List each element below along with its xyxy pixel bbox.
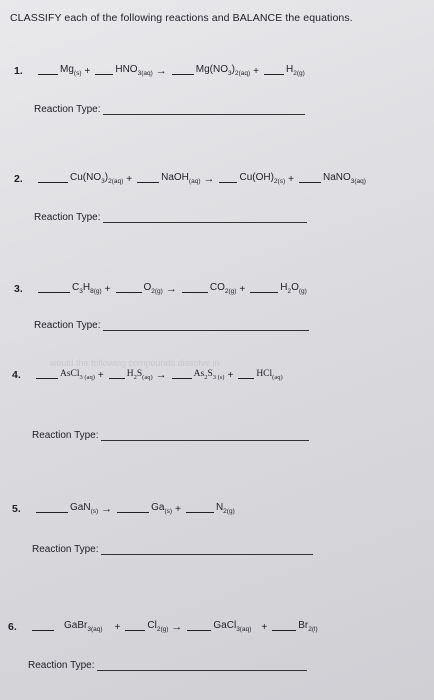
coefficient-blank[interactable] bbox=[172, 64, 194, 75]
bleed-through-text: would the following compounds dissolve in bbox=[50, 358, 220, 368]
reaction-type-2: Reaction Type: bbox=[34, 212, 307, 223]
chem-term: $Cu(OH)_{2(s)}$ bbox=[239, 172, 286, 185]
chem-term: $CO_{2(g)}$ bbox=[209, 282, 237, 295]
chem-term: $O_{2(g)}$ bbox=[143, 282, 163, 295]
arrow-icon: → bbox=[171, 621, 183, 633]
coefficient-blank[interactable] bbox=[95, 64, 113, 75]
coefficient-blank[interactable] bbox=[117, 502, 149, 513]
arrow-icon: → bbox=[155, 369, 167, 381]
arrow-icon: → bbox=[203, 173, 215, 185]
chem-term: $Mg(NO_3)_{2(aq)}$ bbox=[195, 64, 251, 77]
reaction-type-3: Reaction Type: bbox=[34, 320, 309, 331]
coefficient-blank[interactable] bbox=[238, 368, 254, 379]
chem-term: NaNO$_{3(aq)}$ bbox=[322, 172, 366, 185]
worksheet-header: CLASSIFY each of the following reactions and BALANCE the equations. bbox=[10, 12, 353, 24]
equation-number: 1. bbox=[14, 65, 23, 77]
reaction-type-field[interactable] bbox=[103, 212, 307, 223]
coefficient-blank[interactable] bbox=[109, 368, 125, 379]
arrow-icon: → bbox=[165, 283, 177, 295]
chem-term: $Cl_{2(g)}$ bbox=[147, 620, 169, 633]
chem-term: $HNO_{3(aq)}$ bbox=[115, 64, 153, 77]
chem-term: $N_{2(g)}$ bbox=[215, 502, 235, 515]
equation-4: 4. AsCl$_{3 (aq)}$ + $H_2S_{(aq)}$ → $As_2S_{3 (s)}$ + HCl$_{(aq)}$ bbox=[12, 369, 283, 381]
reaction-type-1: Reaction Type: bbox=[34, 104, 305, 115]
arrow-icon: → bbox=[155, 65, 167, 77]
coefficient-blank[interactable] bbox=[272, 620, 296, 631]
chem-term: $Cu(NO_3)_{2(aq)}$ bbox=[70, 172, 124, 185]
arrow-icon: → bbox=[101, 503, 113, 515]
coefficient-blank[interactable] bbox=[125, 620, 145, 631]
reaction-type-field[interactable] bbox=[101, 430, 309, 441]
reaction-type-field[interactable] bbox=[103, 104, 305, 115]
coefficient-blank[interactable] bbox=[186, 502, 214, 513]
equation-number: 2. bbox=[14, 173, 23, 185]
chem-term: NaOH$_{(aq)}$ bbox=[161, 172, 201, 185]
chem-term: $C_3H_{8(g)}$ bbox=[72, 282, 102, 295]
equation-3: 3. $C_3H_{8(g)}$ + $O_{2(g)}$ → $CO_{2(g)}$ + $H_2O_{(g)}$ bbox=[14, 282, 307, 295]
coefficient-blank[interactable] bbox=[116, 282, 142, 293]
coefficient-blank[interactable] bbox=[219, 172, 237, 183]
chem-term: $Br_{2(l)}$ bbox=[298, 620, 318, 633]
chem-term: GaBr$_{3(aq)}$ bbox=[64, 620, 103, 633]
coefficient-blank[interactable] bbox=[38, 172, 68, 183]
equation-number: 4. bbox=[12, 369, 21, 381]
reaction-type-field[interactable] bbox=[103, 320, 309, 331]
chem-term: GaN$_{(s)}$ bbox=[70, 502, 99, 515]
coefficient-blank[interactable] bbox=[250, 282, 278, 293]
chem-term: HCl$_{(aq)}$ bbox=[256, 369, 283, 381]
reaction-type-4: Reaction Type: bbox=[32, 430, 309, 441]
reaction-type-6: Reaction Type: bbox=[28, 660, 307, 671]
coefficient-blank[interactable] bbox=[36, 502, 68, 513]
equation-number: 6. bbox=[8, 621, 17, 633]
chem-term: $Ga_{(s)}$ bbox=[151, 502, 173, 515]
coefficient-blank[interactable] bbox=[172, 368, 192, 379]
reaction-type-field[interactable] bbox=[97, 660, 307, 671]
equation-1: 1. $Mg_{(s)}$ + $HNO_{3(aq)}$ → $Mg(NO_3)_{2(aq)}$ + $H_{2(g)}$ bbox=[14, 64, 305, 77]
equation-6: 6. GaBr$_{3(aq)}$ + $Cl_{2(g)}$ → GaCl$_{3(aq)}$ + $Br_{2(l)}$ bbox=[8, 620, 318, 633]
coefficient-blank[interactable] bbox=[182, 282, 208, 293]
equation-2: 2. $Cu(NO_3)_{2(aq)}$ + NaOH$_{(aq)}$ → $Cu(OH)_{2(s)}$ + NaNO$_{3(aq)}$ bbox=[14, 172, 366, 185]
coefficient-blank[interactable] bbox=[32, 620, 54, 631]
equation-number: 3. bbox=[14, 283, 23, 295]
chem-term: $H_2O_{(g)}$ bbox=[280, 282, 307, 295]
reaction-type-5: Reaction Type: bbox=[32, 544, 313, 555]
chem-term: $H_{2(g)}$ bbox=[286, 64, 305, 77]
coefficient-blank[interactable] bbox=[187, 620, 211, 631]
coefficient-blank[interactable] bbox=[36, 368, 58, 379]
chem-term: AsCl$_{3 (aq)}$ bbox=[60, 369, 95, 381]
chem-term: $As_2S_{3 (s)}$ bbox=[193, 369, 225, 381]
coefficient-blank[interactable] bbox=[299, 172, 321, 183]
coefficient-blank[interactable] bbox=[137, 172, 159, 183]
chem-term: GaCl$_{3(aq)}$ bbox=[213, 620, 252, 633]
chem-term: $Mg_{(s)}$ bbox=[60, 64, 82, 77]
reaction-type-field[interactable] bbox=[101, 544, 313, 555]
equation-5: 5. GaN$_{(s)}$ → $Ga_{(s)}$ + $N_{2(g)}$ bbox=[12, 502, 235, 515]
coefficient-blank[interactable] bbox=[38, 64, 58, 75]
coefficient-blank[interactable] bbox=[264, 64, 284, 75]
equation-number: 5. bbox=[12, 503, 21, 515]
chem-term: $H_2S_{(aq)}$ bbox=[126, 369, 153, 381]
coefficient-blank[interactable] bbox=[38, 282, 70, 293]
